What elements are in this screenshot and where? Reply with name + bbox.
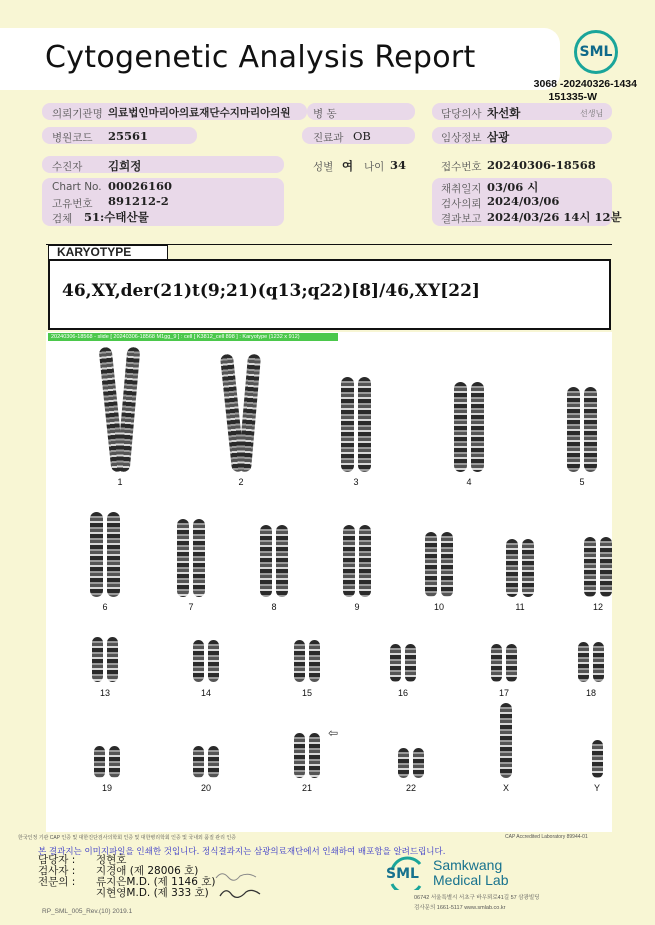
chromosome-label-8: 8 <box>271 602 277 612</box>
chromosome-15-1 <box>294 640 305 682</box>
chromosome-label-17: 17 <box>498 688 509 698</box>
chromosome-21-1 <box>294 733 305 778</box>
chromosome-4-1 <box>454 382 467 472</box>
staff-value: 정현호 <box>96 854 127 866</box>
brand-line-2: Medical Lab <box>433 872 509 888</box>
chromosome-label-21: 21 <box>301 783 312 793</box>
chromosome-label-19: 19 <box>101 783 112 793</box>
chromosome-label-X: X <box>502 783 509 793</box>
chromosome-label-2: 2 <box>238 477 244 487</box>
image-caption: 20240306-18568 - slide [ 20240306-18568 M1gg_9 ] : cell [ K3812_cell 898 ] : Karyotype (1232 x 912) <box>48 333 338 341</box>
clinical-label: 임상정보 <box>441 132 482 144</box>
notice-text: 본 결과지는 이미지파일을 인쇄한 것입니다. 정식결과지는 삼광의료재단에서 인쇄하여 배포함을 알려드립니다. <box>38 847 446 857</box>
chromosome-8-2 <box>276 525 288 597</box>
chromosome-16-2 <box>405 644 416 682</box>
chromosome-label-16: 16 <box>397 688 408 698</box>
chromosome-label-11: 11 <box>515 602 525 612</box>
address-line-1: 06742 서울특별시 서초구 바우뫼로41길 57 삼광빌딩 <box>414 895 540 901</box>
chromosome-11-2 <box>522 539 534 597</box>
hospital-code-label: 병원코드 <box>52 132 93 144</box>
expert-value-2: 지현영M.D. (제 333 호) <box>96 887 209 899</box>
chromosome-label-13: 13 <box>99 688 110 698</box>
institution-value: 의료법인마리아의료재단수지마리아의원 <box>108 107 291 119</box>
chromosome-16-1 <box>390 644 401 682</box>
report-id-line-1: 3068 -20240326-1434 <box>533 78 637 90</box>
report-id <box>534 78 637 104</box>
chromosome-14-1 <box>193 640 204 682</box>
chart-label: Chart No. <box>52 181 102 193</box>
clinical-value: 삼광 <box>487 130 510 144</box>
chromosome-12-2 <box>600 537 612 597</box>
chromosome-4-2 <box>471 382 484 472</box>
doctor-label: 담당의사 <box>441 108 482 120</box>
report-id-line-2: 151335-W <box>548 91 597 103</box>
dept-value: OB <box>353 129 371 143</box>
requested-label: 검사의뢰 <box>441 198 482 210</box>
chromosome-label-7: 7 <box>188 602 194 612</box>
chromosome-5-1 <box>567 387 580 472</box>
chromosome-label-4: 4 <box>466 477 472 487</box>
chromosome-13-1 <box>92 637 103 682</box>
chromosome-7-2 <box>193 519 205 597</box>
chromosome-label-14: 14 <box>200 688 211 698</box>
report-title: Cytogenetic Analysis Report <box>45 40 476 75</box>
tester-label: 검사자 : <box>38 865 76 877</box>
chromosome-6-2 <box>107 512 120 597</box>
chromosome-9-1 <box>343 525 355 597</box>
receipt-label: 접수번호 <box>441 161 482 173</box>
karyotype-tab: KARYOTYPE <box>48 245 168 259</box>
patient-value: 김희정 <box>108 159 142 173</box>
chromosome-12-1 <box>584 537 596 597</box>
chromosome-19-1 <box>94 746 105 778</box>
karyotype-box <box>48 259 611 330</box>
chromosome-10-2 <box>441 532 453 597</box>
requested-value: 2024/03/06 <box>487 194 560 208</box>
cap-note-right: CAP Accredited Laboratory 89944-01 <box>505 834 588 840</box>
chromosome-10-1 <box>425 532 437 597</box>
chromosome-label-10: 10 <box>433 602 444 612</box>
chromosome-21-2 <box>309 733 320 778</box>
chromosome-18-1 <box>578 642 589 682</box>
doctor-value: 차선화 <box>487 106 521 120</box>
expert-label: 전문의 : <box>38 876 76 888</box>
patient-label: 수진자 <box>52 161 83 173</box>
cap-note-left: 한국인정 기관 CAP 인증 및 대한진단검사의학회 인증 및 대한병리학회 인증 및 국내외 품질 관리 인증 <box>18 835 237 841</box>
chromosome-Y <box>592 740 603 778</box>
chromosome-label-15: 15 <box>301 688 312 698</box>
staff-label: 담당자 : <box>38 854 76 866</box>
chromosome-2-2 <box>238 354 261 473</box>
specimen-value: 51:수태산물 <box>84 210 149 224</box>
chromosome-X <box>500 703 512 778</box>
reported-label: 결과보고 <box>441 213 482 225</box>
chromosome-22-1 <box>398 748 409 778</box>
chromosome-1-2 <box>117 347 141 473</box>
karyogram-image <box>46 332 612 832</box>
receipt-value: 20240306-18568 <box>487 158 596 172</box>
institution-label: 의뢰기관명 <box>52 108 103 120</box>
karyotype-result: 46,XY,der(21)t(9;21)(q13;q22)[8]/46,XY[22] <box>62 281 480 301</box>
expert-value-1: 류지은M.D. (제 1146 호) <box>96 876 216 888</box>
chromosome-label-6: 6 <box>102 602 108 612</box>
chromosome-label-9: 9 <box>354 602 360 612</box>
brand-line-1: Samkwang <box>433 857 503 873</box>
hospital-code-value: 25561 <box>108 129 149 143</box>
chromosome-11-1 <box>506 539 518 597</box>
specimen-label: 검체 <box>52 213 73 225</box>
chromosome-label-12: 12 <box>592 602 603 612</box>
chromosome-13-2 <box>107 637 118 682</box>
chromosome-15-2 <box>309 640 320 682</box>
sex-label: 성별 <box>313 161 334 173</box>
chromosome-14-2 <box>208 640 219 682</box>
chromosome-3-2 <box>358 377 371 472</box>
chromosome-7-1 <box>177 519 189 597</box>
chromosome-label-5: 5 <box>579 477 585 487</box>
signature-block <box>38 855 215 899</box>
chromosome-label-3: 3 <box>353 477 359 487</box>
sex-value: 여 <box>342 159 354 173</box>
chromosome-5-2 <box>584 387 597 472</box>
chromosome-17-1 <box>491 644 502 682</box>
chromosome-8-1 <box>260 525 272 597</box>
chromosome-3-1 <box>341 377 354 472</box>
chromosome-label-18: 18 <box>585 688 596 698</box>
ward-label: 병 동 <box>313 108 337 120</box>
signature-scribble-icon <box>212 868 267 902</box>
chromosome-22-2 <box>413 748 424 778</box>
collected-value: 03/06 시 <box>487 180 539 194</box>
dept-label: 진료과 <box>313 132 344 144</box>
logo-text: SML <box>579 44 613 60</box>
sml-logo-icon <box>574 30 618 74</box>
chromosome-19-2 <box>109 746 120 778</box>
chromosome-17-2 <box>506 644 517 682</box>
id-label: 고유번호 <box>52 198 93 210</box>
age-value: 34 <box>390 158 407 172</box>
tester-value: 지경애 (제 28006 호) <box>96 865 199 877</box>
chromosome-20-2 <box>208 746 219 778</box>
chromosome-label-Y: Y <box>593 783 600 793</box>
chromosome-9-2 <box>359 525 371 597</box>
id-value: 891212-2 <box>108 194 169 208</box>
address-line-2: 검사문의 1661-5117 www.smlab.co.kr <box>414 905 506 911</box>
chromosome-label-22: 22 <box>405 783 416 793</box>
age-label: 나이 <box>364 161 385 173</box>
chromosome-18-2 <box>593 642 604 682</box>
form-code: RP_SML_005_Rev.(10) 2019.1 <box>42 908 133 915</box>
address <box>414 893 540 913</box>
reported-value: 2024/03/26 14시 12분 <box>487 210 622 224</box>
collected-label: 채취일지 <box>441 183 482 195</box>
chromosome-6-1 <box>90 512 103 597</box>
sml-brand-text: SML <box>386 866 419 882</box>
brand-name <box>433 858 509 888</box>
doctor-suffix: 선생님 <box>580 109 604 118</box>
chart-value: 00026160 <box>108 179 173 193</box>
chromosome-label-1: 1 <box>117 477 123 487</box>
arrow-icon: ⇦ <box>328 726 339 740</box>
chromosome-20-1 <box>193 746 204 778</box>
chromosome-label-20: 20 <box>200 783 211 793</box>
